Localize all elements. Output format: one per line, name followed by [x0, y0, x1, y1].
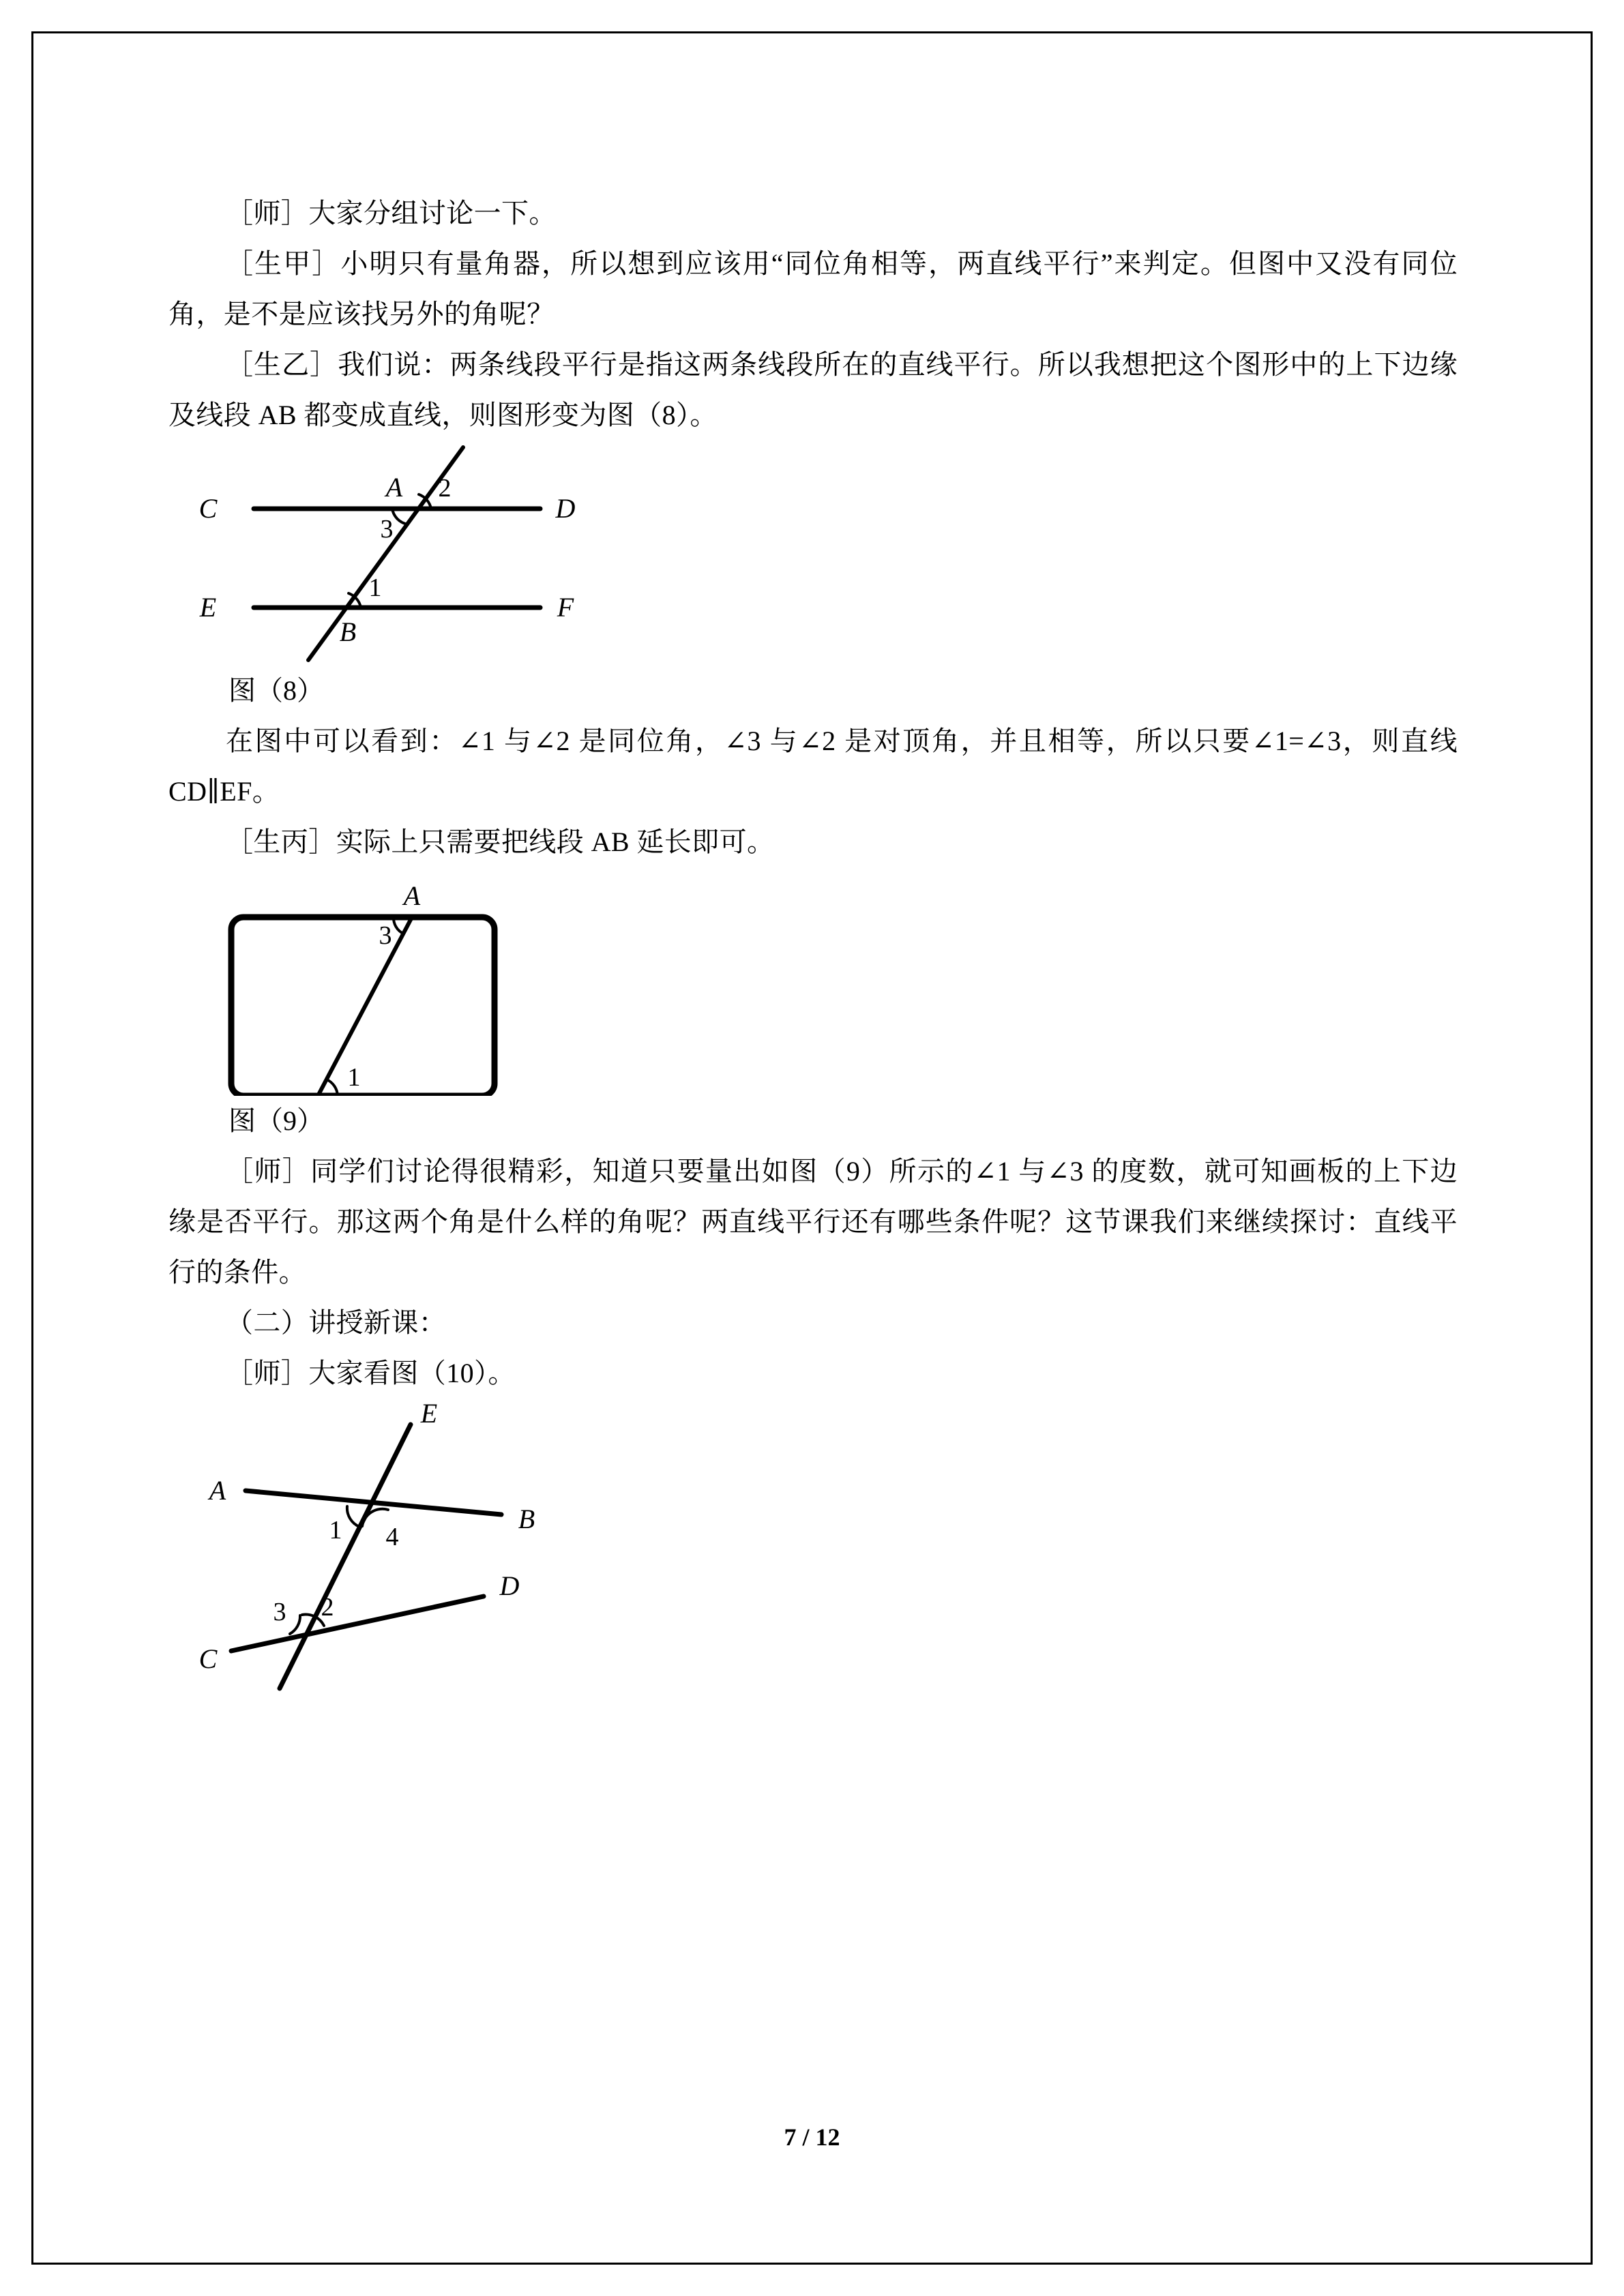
- fig8-label-D: D: [555, 493, 576, 524]
- figure-8-drawing: [168, 441, 1458, 666]
- fig9-angle-3: 3: [379, 921, 392, 950]
- figure-10: [168, 1399, 1458, 1692]
- figure-9-caption: 图（9）: [228, 1105, 324, 1136]
- paragraph-observation: 在图中可以看到：∠1 与∠2 是同位角，∠3 与∠2 是对顶角，并且相等，所以只要∠1=∠3，则直线 CD∥EF。: [168, 726, 1458, 807]
- fig8-label-B: B: [339, 616, 357, 647]
- fig10-angle-2: 2: [321, 1593, 334, 1622]
- figure-8-caption: 图（8）: [228, 675, 324, 706]
- figure-10-drawing: [168, 1399, 1458, 1692]
- fig10-angle-1: 1: [329, 1516, 342, 1545]
- paragraph-teacher-3: ［师］大家看图（10）。: [226, 1358, 516, 1388]
- fig8-angle-3: 3: [380, 515, 394, 543]
- line-ab-diagonal: [317, 917, 412, 1096]
- fig8-angle-2: 2: [438, 474, 452, 503]
- fig8-angle-1: 1: [368, 573, 382, 602]
- fig10-label-B: B: [518, 1504, 535, 1534]
- angle-arc-1: [347, 1506, 359, 1527]
- paragraph-student-bing: ［生丙］实际上只需要把线段 AB 延长即可。: [226, 826, 775, 857]
- fig9-angle-1: 1: [347, 1063, 361, 1092]
- fig10-label-E: E: [420, 1399, 438, 1429]
- fig10-angle-3: 3: [273, 1598, 286, 1626]
- fig10-label-C: C: [198, 1643, 218, 1674]
- paragraph-section-two: （二）讲授新课：: [226, 1307, 447, 1338]
- paragraph-teacher-1: ［师］大家分组讨论一下。: [226, 198, 557, 228]
- line-ef-transversal: [280, 1425, 411, 1688]
- figure-8: [168, 441, 1458, 666]
- fig10-angle-4: 4: [385, 1523, 399, 1551]
- fig8-label-C: C: [198, 493, 218, 524]
- document-body: [168, 188, 1458, 1692]
- fig10-label-A: A: [209, 1475, 226, 1506]
- page-number-footer: 7 / 12: [784, 2123, 840, 2151]
- fig8-label-A: A: [385, 472, 403, 503]
- figure-9-drawing: [168, 867, 1458, 1096]
- paragraph-teacher-2: ［师］同学们讨论得很精彩，知道只要量出如图（9）所示的∠1 与∠3 的度数，就可知画板的上下边缘是否平行。那这两个角是什么样的角呢？两直线平行还有哪些条件呢？这节课我们来继续探讨：直线平行的条件。: [168, 1156, 1458, 1287]
- fig9-label-A: A: [403, 880, 421, 911]
- fig10-label-D: D: [499, 1570, 520, 1601]
- fig8-label-F: F: [557, 592, 574, 623]
- figure-9: [168, 867, 1458, 1096]
- angle-arc-3: [290, 1615, 300, 1634]
- paragraph-student-jia: ［生甲］小明只有量角器，所以想到应该用“同位角相等，两直线平行”来判定。但图中又没有同位角，是不是应该找另外的角呢？: [168, 248, 1458, 329]
- fig8-label-E: E: [199, 592, 217, 623]
- line-cd: [231, 1596, 484, 1651]
- paragraph-student-yi: ［生乙］我们说：两条线段平行是指这两条线段所在的直线平行。所以我想把这个图形中的上下边缘及线段 AB 都变成直线，则图形变为图（8）。: [168, 349, 1458, 430]
